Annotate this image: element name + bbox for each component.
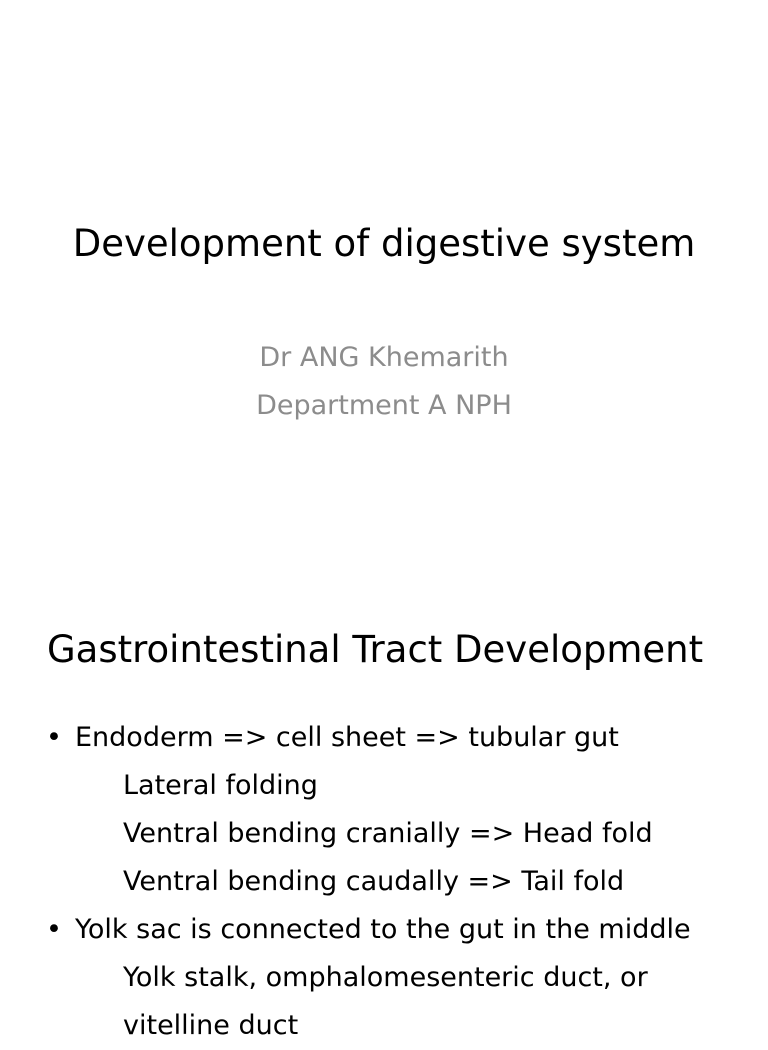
- sub-item: Ventral bending caudally => Tail fold: [123, 866, 625, 897]
- department-name: Department A NPH: [256, 390, 512, 421]
- sub-item: Ventral bending cranially => Head fold: [123, 818, 653, 849]
- bullet-text: Yolk sac is connected to the gut in the middle: [75, 914, 691, 945]
- slide-subtitle: [0, 334, 768, 430]
- content-slide: [0, 576, 768, 1041]
- bullet-icon: •: [46, 914, 62, 945]
- bullet-item: [0, 906, 768, 954]
- bullet-icon: •: [46, 722, 62, 753]
- bullet-text: Endoderm => cell sheet => tubular gut: [75, 722, 619, 753]
- sub-item: Lateral folding: [123, 770, 318, 801]
- slide-title: Development of digestive system: [72, 222, 696, 265]
- sub-item: Yolk stalk, omphalomesenteric duct, or: [123, 962, 648, 993]
- bullet-item: [0, 714, 768, 762]
- bullet-list: [0, 714, 768, 1050]
- author-name: Dr ANG Khemarith: [259, 342, 509, 373]
- sub-item: vitelline duct: [123, 1010, 299, 1041]
- slide-heading: Gastrointestinal Tract Development: [47, 628, 704, 671]
